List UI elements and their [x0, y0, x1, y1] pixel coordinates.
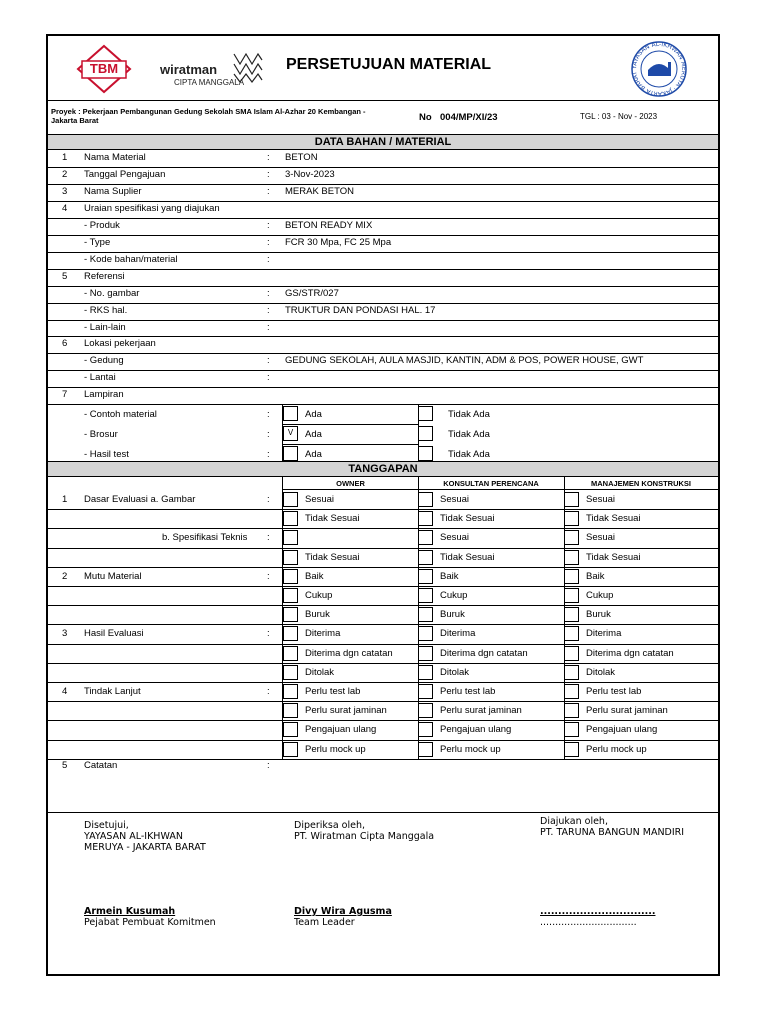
data-row-colon: :	[267, 152, 270, 163]
response-option-label: Diterima	[440, 628, 476, 640]
data-row-colon: :	[267, 253, 270, 265]
form-frame	[46, 34, 720, 976]
catatan-field[interactable]	[286, 758, 716, 810]
lampiran-tidak-label: Tidak Ada	[448, 429, 490, 441]
wiratman-logo-text: wiratman	[160, 62, 218, 77]
data-row-value[interactable]: GEDUNG SEKOLAH, AULA MASJID, KANTIN, ADM & POS, POWER HOUSE, GWT	[285, 355, 644, 367]
response-option-label: Cukup	[586, 590, 614, 601]
response-option-checkbox[interactable]	[418, 742, 433, 757]
response-option-checkbox[interactable]	[283, 665, 298, 680]
response-option-label: Perlu surat jaminan	[586, 705, 668, 717]
response-column-header: KONSULTAN PERENCANA	[443, 479, 539, 488]
response-option-label: Ditolak	[440, 666, 470, 678]
response-option-checkbox[interactable]	[564, 511, 579, 526]
lampiran-tidak-checkbox[interactable]	[418, 406, 433, 421]
signature-name: Armein Kusumah	[84, 906, 176, 917]
data-row-label: - Type	[84, 236, 111, 248]
catatan-label: Catatan	[84, 760, 118, 771]
response-row-label: Hasil Evaluasi	[84, 628, 144, 640]
response-option-label: Pengajuan ulang	[586, 724, 658, 736]
data-row-label: Nama Material	[84, 152, 146, 163]
lampiran-tidak-label: Tidak Ada	[448, 449, 490, 461]
response-option-label: Tidak Sesuai	[440, 513, 495, 525]
response-option-checkbox[interactable]	[283, 569, 298, 584]
response-option-label: Ditolak	[586, 666, 616, 678]
data-row-number: 2	[62, 168, 68, 180]
page-title: PERSETUJUAN MATERIAL	[286, 56, 492, 73]
response-option-label: Perlu surat jaminan	[440, 705, 522, 717]
response-option-checkbox[interactable]	[564, 492, 579, 507]
response-option-checkbox[interactable]	[283, 607, 298, 622]
response-option-label: Pengajuan ulang	[440, 724, 512, 736]
response-option-checkbox[interactable]	[564, 626, 579, 641]
lampiran-tidak-checkbox[interactable]	[418, 426, 433, 441]
response-option-label: Sesuai	[586, 532, 616, 544]
response-option-label: Tidak Sesuai	[305, 551, 360, 563]
response-option-checkbox[interactable]	[283, 626, 298, 641]
response-row-number: 4	[62, 686, 68, 697]
lampiran-ada-label: Ada	[305, 409, 322, 421]
response-option-checkbox[interactable]	[283, 646, 298, 661]
response-option-label: Perlu surat jaminan	[305, 705, 387, 717]
section-tanggapan-title: TANGGAPAN	[48, 462, 718, 476]
response-option-checkbox[interactable]	[564, 665, 579, 680]
response-option-checkbox[interactable]	[564, 742, 579, 757]
data-row-label: Nama Suplier	[84, 185, 142, 197]
response-row-label: Mutu Material	[84, 570, 142, 582]
data-row-number: 5	[62, 270, 68, 282]
response-option-label: Perlu mock up	[586, 743, 647, 755]
response-option-checkbox[interactable]	[283, 492, 298, 507]
response-option-label: Tidak Sesuai	[586, 513, 641, 525]
response-option-checkbox[interactable]	[283, 722, 298, 737]
lampiran-ada-checkbox[interactable]: V	[283, 426, 298, 441]
response-option-label: Diterima dgn catatan	[586, 647, 674, 659]
signature-heading: Diperiksa oleh,	[294, 820, 366, 831]
lampiran-tidak-checkbox[interactable]	[418, 446, 433, 461]
response-row-label: Tindak Lanjut	[84, 686, 141, 697]
response-option-label: Sesuai	[440, 494, 470, 505]
response-row-colon: :	[267, 570, 270, 582]
response-option-label: Buruk	[440, 609, 465, 621]
response-option-checkbox[interactable]	[418, 550, 433, 565]
lampiran-ada-checkbox[interactable]	[283, 406, 298, 421]
response-option-checkbox[interactable]	[418, 626, 433, 641]
data-row-label: Lokasi pekerjaan	[84, 338, 156, 350]
response-option-label: Sesuai	[305, 494, 335, 505]
data-row-label: - RKS hal.	[84, 304, 128, 316]
response-option-label: Pengajuan ulang	[305, 724, 377, 736]
wiratman-mark-icon	[232, 50, 264, 84]
tbm-logo	[76, 44, 132, 94]
data-row-number: 4	[62, 202, 68, 214]
response-row-number: 1	[62, 494, 68, 505]
response-option-label: Baik	[586, 570, 605, 582]
response-option-checkbox[interactable]	[418, 703, 433, 718]
doc-number-value: 004/MP/XI/23	[440, 112, 498, 123]
response-option-checkbox[interactable]	[564, 722, 579, 737]
response-option-checkbox[interactable]	[564, 646, 579, 661]
data-row-number: 1	[62, 152, 68, 163]
data-row-label: - Kode bahan/material	[84, 253, 178, 265]
response-option-checkbox[interactable]	[283, 742, 298, 757]
response-option-label: Diterima	[586, 628, 622, 640]
data-row-colon: :	[267, 287, 270, 299]
response-option-label: Ditolak	[305, 666, 335, 678]
response-option-checkbox[interactable]	[564, 703, 579, 718]
response-option-checkbox[interactable]	[418, 530, 433, 545]
seal-text: YAYASAN AL-IKHWAN MERUYA · JAKARTA BARAT	[630, 40, 688, 98]
data-row-number: 7	[62, 389, 68, 401]
data-row-label: - Lain-lain	[84, 321, 126, 333]
data-row-label: - Lantai	[84, 372, 116, 384]
response-option-label: Baik	[440, 570, 459, 582]
project-label-2: Jakarta Barat	[51, 116, 99, 125]
lampiran-tidak-label: Tidak Ada	[448, 409, 490, 421]
data-row-colon: :	[267, 372, 270, 384]
data-row-value[interactable]: GS/STR/027	[285, 287, 339, 299]
data-row-label: - Gedung	[84, 355, 124, 367]
response-option-label: Diterima dgn catatan	[305, 647, 393, 659]
response-option-label: Perlu test lab	[586, 686, 642, 697]
data-row-label: - No. gambar	[84, 287, 140, 299]
data-row-label: Tanggal Pengajuan	[84, 168, 166, 180]
doc-date: TGL : 03 - Nov - 2023	[580, 112, 658, 121]
catatan-number: 5	[62, 760, 68, 771]
response-option-label: Cukup	[440, 590, 468, 601]
data-row-label: Uraian spesifikasi yang diajukan	[84, 202, 220, 214]
response-option-checkbox[interactable]	[418, 665, 433, 680]
response-option-checkbox[interactable]	[283, 684, 298, 699]
data-row-colon: :	[267, 304, 270, 316]
response-option-checkbox[interactable]	[283, 511, 298, 526]
response-option-checkbox[interactable]	[283, 703, 298, 718]
lampiran-colon: :	[267, 409, 270, 421]
doc-number-label: No	[419, 112, 432, 123]
response-option-checkbox[interactable]	[283, 530, 298, 545]
response-option-checkbox[interactable]	[564, 588, 579, 603]
lampiran-label: - Contoh material	[84, 409, 157, 421]
response-option-checkbox[interactable]	[418, 607, 433, 622]
lampiran-colon: :	[267, 449, 270, 461]
signature-name: ................................	[540, 906, 656, 917]
signature-org: YAYASAN AL-IKHWAN	[84, 831, 183, 842]
signature-heading: Disetujui,	[84, 820, 129, 831]
signature-org: PT. TARUNA BANGUN MANDIRI	[540, 827, 685, 838]
yayasan-seal	[624, 40, 694, 98]
data-row-colon: :	[267, 219, 270, 231]
data-row-colon: :	[267, 321, 270, 333]
response-option-label: Sesuai	[586, 494, 616, 505]
signature-role: Team Leader	[294, 917, 355, 928]
wiratman-logo	[160, 46, 270, 92]
signature-role: ................................	[540, 917, 637, 928]
response-option-checkbox[interactable]	[418, 684, 433, 699]
response-option-label: Diterima dgn catatan	[440, 647, 528, 659]
signature-org: MERUYA - JAKARTA BARAT	[84, 842, 206, 853]
response-option-checkbox[interactable]	[418, 722, 433, 737]
response-column-header: MANAJEMEN KONSTRUKSI	[590, 479, 691, 488]
response-option-label: Sesuai	[440, 532, 470, 544]
data-row-value[interactable]: TRUKTUR DAN PONDASI HAL. 17	[285, 304, 436, 316]
response-option-label: Baik	[305, 570, 324, 582]
signature-heading: Diajukan oleh,	[540, 816, 608, 827]
response-option-label: Cukup	[305, 590, 333, 601]
response-option-checkbox[interactable]	[283, 588, 298, 603]
response-row-colon: :	[267, 686, 270, 697]
response-option-label: Buruk	[586, 609, 611, 621]
data-row-number: 6	[62, 338, 68, 350]
signature-role: Pejabat Pembuat Komitmen	[84, 917, 216, 928]
response-option-checkbox[interactable]	[418, 569, 433, 584]
data-row-colon: :	[267, 185, 270, 197]
response-row-number: 3	[62, 628, 68, 640]
response-option-label: Buruk	[305, 609, 330, 621]
response-option-label: Perlu mock up	[440, 743, 501, 755]
response-option-checkbox[interactable]	[564, 684, 579, 699]
data-row-colon: :	[267, 355, 270, 367]
data-row-value[interactable]: FCR 30 Mpa, FC 25 Mpa	[285, 236, 392, 248]
response-row-colon: :	[267, 628, 270, 640]
data-row-label: Referensi	[84, 270, 125, 282]
response-option-checkbox[interactable]	[564, 569, 579, 584]
response-option-checkbox[interactable]	[564, 607, 579, 622]
response-row-number: 2	[62, 570, 68, 582]
response-row-label: b. Spesifikasi Teknis	[162, 532, 248, 544]
signature-org: PT. Wiratman Cipta Manggala	[294, 831, 435, 842]
response-option-checkbox[interactable]	[418, 511, 433, 526]
response-row-colon: :	[267, 532, 270, 544]
lampiran-colon: :	[267, 429, 270, 441]
response-row-label: Dasar Evaluasi a. Gambar	[84, 494, 196, 505]
data-row-value[interactable]: BETON READY MIX	[285, 219, 373, 231]
data-row-colon: :	[267, 236, 270, 248]
response-option-checkbox[interactable]	[418, 588, 433, 603]
signature-name: Divy Wira Agusma	[294, 906, 392, 917]
section-data-material-title: DATA BAHAN / MATERIAL	[48, 135, 718, 149]
data-row-colon: :	[267, 168, 270, 180]
data-row-label: - Produk	[84, 219, 120, 231]
project-label-1: Proyek : Pekerjaan Pembangunan Gedung Sekolah SMA Islam Al-Azhar 20 Kembangan -	[51, 107, 366, 116]
response-option-label: Perlu mock up	[305, 743, 366, 755]
tbm-logo-text: TBM	[89, 61, 119, 76]
lampiran-label: - Brosur	[84, 429, 118, 441]
response-option-checkbox[interactable]	[418, 492, 433, 507]
response-row-colon: :	[267, 494, 270, 505]
response-option-checkbox[interactable]	[564, 530, 579, 545]
response-option-label: Diterima	[305, 628, 341, 640]
response-option-checkbox[interactable]	[418, 646, 433, 661]
response-option-label: Perlu test lab	[440, 686, 496, 697]
lampiran-ada-checkbox[interactable]	[283, 446, 298, 461]
data-row-value[interactable]: MERAK BETON	[285, 185, 354, 197]
wiratman-logo-sub: CIPTA MANGGALA	[174, 78, 245, 87]
data-row-value[interactable]: 3-Nov-2023	[285, 168, 335, 180]
lampiran-ada-label: Ada	[305, 449, 322, 461]
lampiran-label: - Hasil test	[84, 449, 129, 461]
data-row-number: 3	[62, 185, 68, 197]
response-option-label: Tidak Sesuai	[586, 551, 641, 563]
catatan-colon: :	[267, 760, 270, 771]
response-option-label: Tidak Sesuai	[440, 551, 495, 563]
data-row-value[interactable]: BETON	[285, 152, 318, 163]
response-option-checkbox[interactable]	[564, 550, 579, 565]
response-option-label: Perlu test lab	[305, 686, 361, 697]
response-option-checkbox[interactable]	[283, 550, 298, 565]
response-column-header: OWNER	[336, 479, 365, 488]
data-row-label: Lampiran	[84, 389, 124, 401]
response-option-label: Tidak Sesuai	[305, 513, 360, 525]
lampiran-ada-label: Ada	[305, 429, 322, 441]
